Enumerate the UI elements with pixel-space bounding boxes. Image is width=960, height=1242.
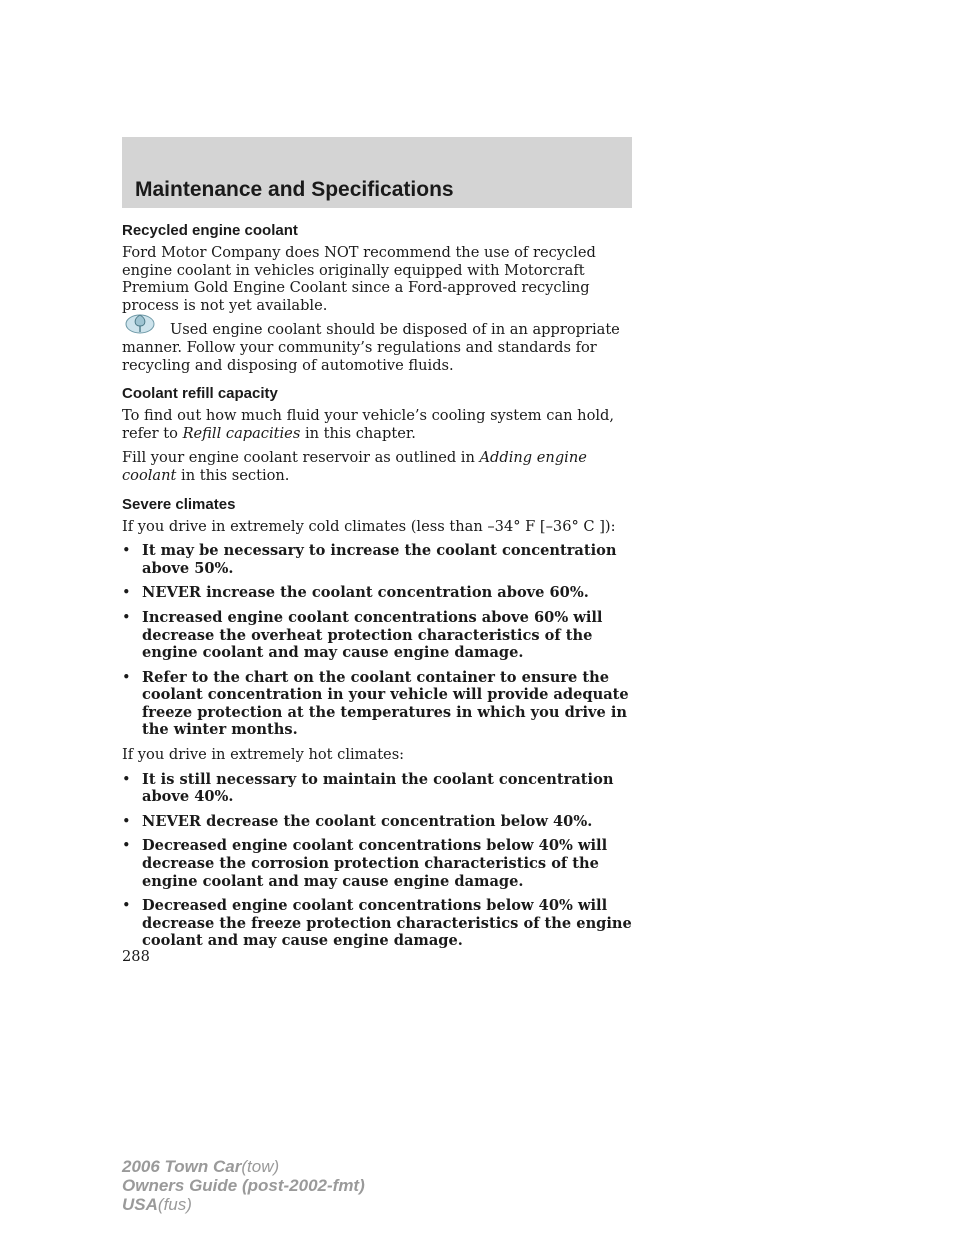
list-item: • NEVER increase the coolant concentration above 60%. [122, 584, 589, 602]
section-title: Maintenance and Specifications [135, 178, 454, 201]
paragraph-recycled-coolant: Ford Motor Company does NOT recommend the use of recycled engine coolant in vehicles originally equipped with Motorcraft Premium Gold Engine Coolant since a Ford-approved recycling process is not yet available. [122, 244, 596, 314]
link-refill-capacities: Refill capacities [182, 424, 301, 442]
environment-note [122, 321, 637, 374]
list-item: • Increased engine coolant concentrations above 60% will decrease the overheat protection characteristics of the engine coolant and may cause engine damage. [122, 608, 603, 662]
list-item: • Decreased engine coolant concentrations below 40% will decrease the freeze protection characteristics of the engine coolant and may cause engine damage. [122, 897, 632, 950]
page-number: 288 [122, 948, 150, 965]
hot-climate-list [122, 771, 637, 950]
list-item: • It is still necessary to maintain the coolant concentration above 40%. [122, 770, 614, 806]
list-item: • Refer to the chart on the coolant container to ensure the coolant concentration in your vehicle will provide adequate freeze protection at the temperatures in which you drive in the winter months. [122, 668, 629, 739]
paragraph-hot-intro: If you drive in extremely hot climates: [122, 746, 405, 764]
list-item: • It may be necessary to increase the coolant concentration above 50%. [122, 542, 617, 577]
document-footer: 2006 Town Car(tow) Owners Guide (post-2002-fmt) USA(fus) [122, 1157, 365, 1214]
heading-recycled-coolant: Recycled engine coolant [122, 222, 298, 239]
paragraph-fill-reservoir: Fill your engine coolant reservoir as outlined in Adding engine coolant in this section. [122, 449, 587, 484]
list-item: • Decreased engine coolant concentrations below 40% will decrease the corrosion protection characteristics of the engine coolant and may cause engine damage. [122, 837, 608, 890]
paragraph-cold-intro: If you drive in extremely cold climates (less than –34° F [–36° C ]): [122, 517, 616, 535]
environment-note-text: Used engine coolant should be disposed of in an appropriate manner. Follow your community’s regulations and standards for recycling and disposing of automotive fluids. [122, 321, 620, 374]
link-adding-engine-coolant: Adding engine coolant [122, 449, 587, 484]
list-item: • NEVER decrease the coolant concentration below 40%. [122, 812, 593, 830]
page-content [122, 221, 637, 957]
cold-climate-list [122, 542, 637, 739]
heading-refill-capacity: Coolant refill capacity [122, 385, 278, 403]
heading-severe-climates: Severe climates [122, 495, 236, 513]
paragraph-refill-capacity: To find out how much fluid your vehicle’s cooling system can hold, refer to Refill capacities in this chapter. [122, 407, 615, 442]
environment-leaf-icon [124, 312, 156, 336]
